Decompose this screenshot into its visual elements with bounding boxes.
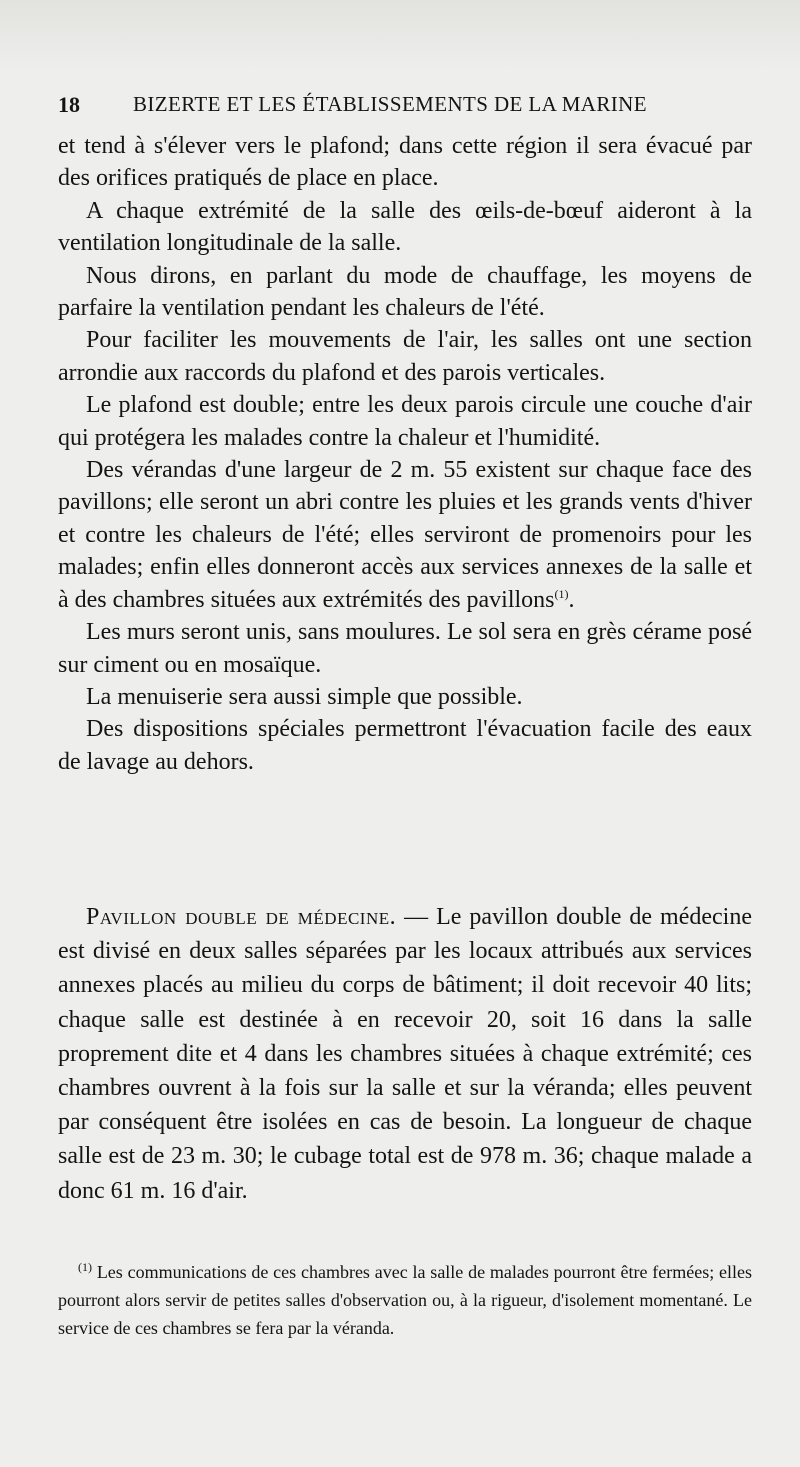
section-text: Le pavillon double de médecine est divisé en deux salles séparées par les locaux attribués aux services annexes placés au milieu du corps de bâtiment; il doit recevoir 40 lits; chaque salle est destinée à en recevoir 20, soit 16 dans la salle proprement dite et 4 dans les chambres situées à chaque extrémité; ces chambres ouvrent à la fois sur la salle et sur la véranda; elles peuvent par conséquent être isolées en cas de besoin. La longueur de chaque salle est de 23 m. 30; le cubage total est de 978 m. 36; chaque malade a donc 61 m. 16 d'air. <box>58 904 753 1204</box>
paragraph-end-punctuation: . <box>568 586 575 613</box>
footnote-marker: (1) <box>78 1260 92 1274</box>
footnote-text: Les communications de ces chambres avec la salle de malades pourront être fermées; elles pourront alors servir de petites salles d'observation ou, à la rigueur, d'isolement momentané. Le service de ces chambres se fera par la véranda. <box>58 1262 752 1338</box>
section-heading: Pavillon double de médecine. <box>86 904 397 930</box>
paragraph: Pour faciliter les mouvements de l'air, les salles ont une section arrondie aux raccords du plafond et des parois verticales. <box>58 327 752 386</box>
paragraph: Le plafond est double; entre les deux parois circule une couche d'air qui protégera les malades contre la chaleur et l'humidité. <box>58 392 752 451</box>
footnote-paragraph <box>58 1258 752 1342</box>
paragraph: La menuiserie sera aussi simple que possible. <box>86 683 523 710</box>
paragraph: Les murs seront unis, sans moulures. Le sol sera en grès cérame posé sur ciment ou en mosaïque. <box>58 619 752 678</box>
section-pavillon-double <box>58 900 752 1208</box>
paragraph: et tend à s'élever vers le plafond; dans cette région il sera évacué par des orifices pratiqués de place en place. <box>58 133 752 192</box>
paragraph-text: Des vérandas d'une largeur de 2 m. 55 existent sur chaque face des pavillons; elle seront un abri contre les pluies et les grands vents d'hiver et contre les chaleurs de l'été; elles serviront de promenoirs pour les malades; enfin elles donneront accès aux services annexes de la salle et à des chambres situées aux extrémités des pavillons <box>58 457 752 613</box>
page-header <box>58 92 758 120</box>
page-scan-edge <box>0 0 800 70</box>
body-text <box>58 130 752 778</box>
paragraph-with-footnote <box>58 454 752 616</box>
footnote <box>58 1258 752 1342</box>
section-paragraph <box>58 900 752 1208</box>
paragraph: Nous dirons, en parlant du mode de chauffage, les moyens de parfaire la ventilation pendant les chaleurs de l'été. <box>58 262 752 322</box>
page-number: 18 <box>58 92 80 117</box>
footnote-reference: (1) <box>554 586 569 601</box>
section-dash: — <box>396 904 437 930</box>
running-head: BIZERTE ET LES ÉTABLISSEMENTS DE LA MARINE <box>133 92 647 116</box>
paragraph: A chaque extrémité de la salle des œils-de-bœuf aideront à la ventilation longitudinale de la salle. <box>58 197 752 257</box>
paragraph: Des dispositions spéciales permettront l'évacuation facile des eaux de lavage au dehors. <box>58 716 752 775</box>
